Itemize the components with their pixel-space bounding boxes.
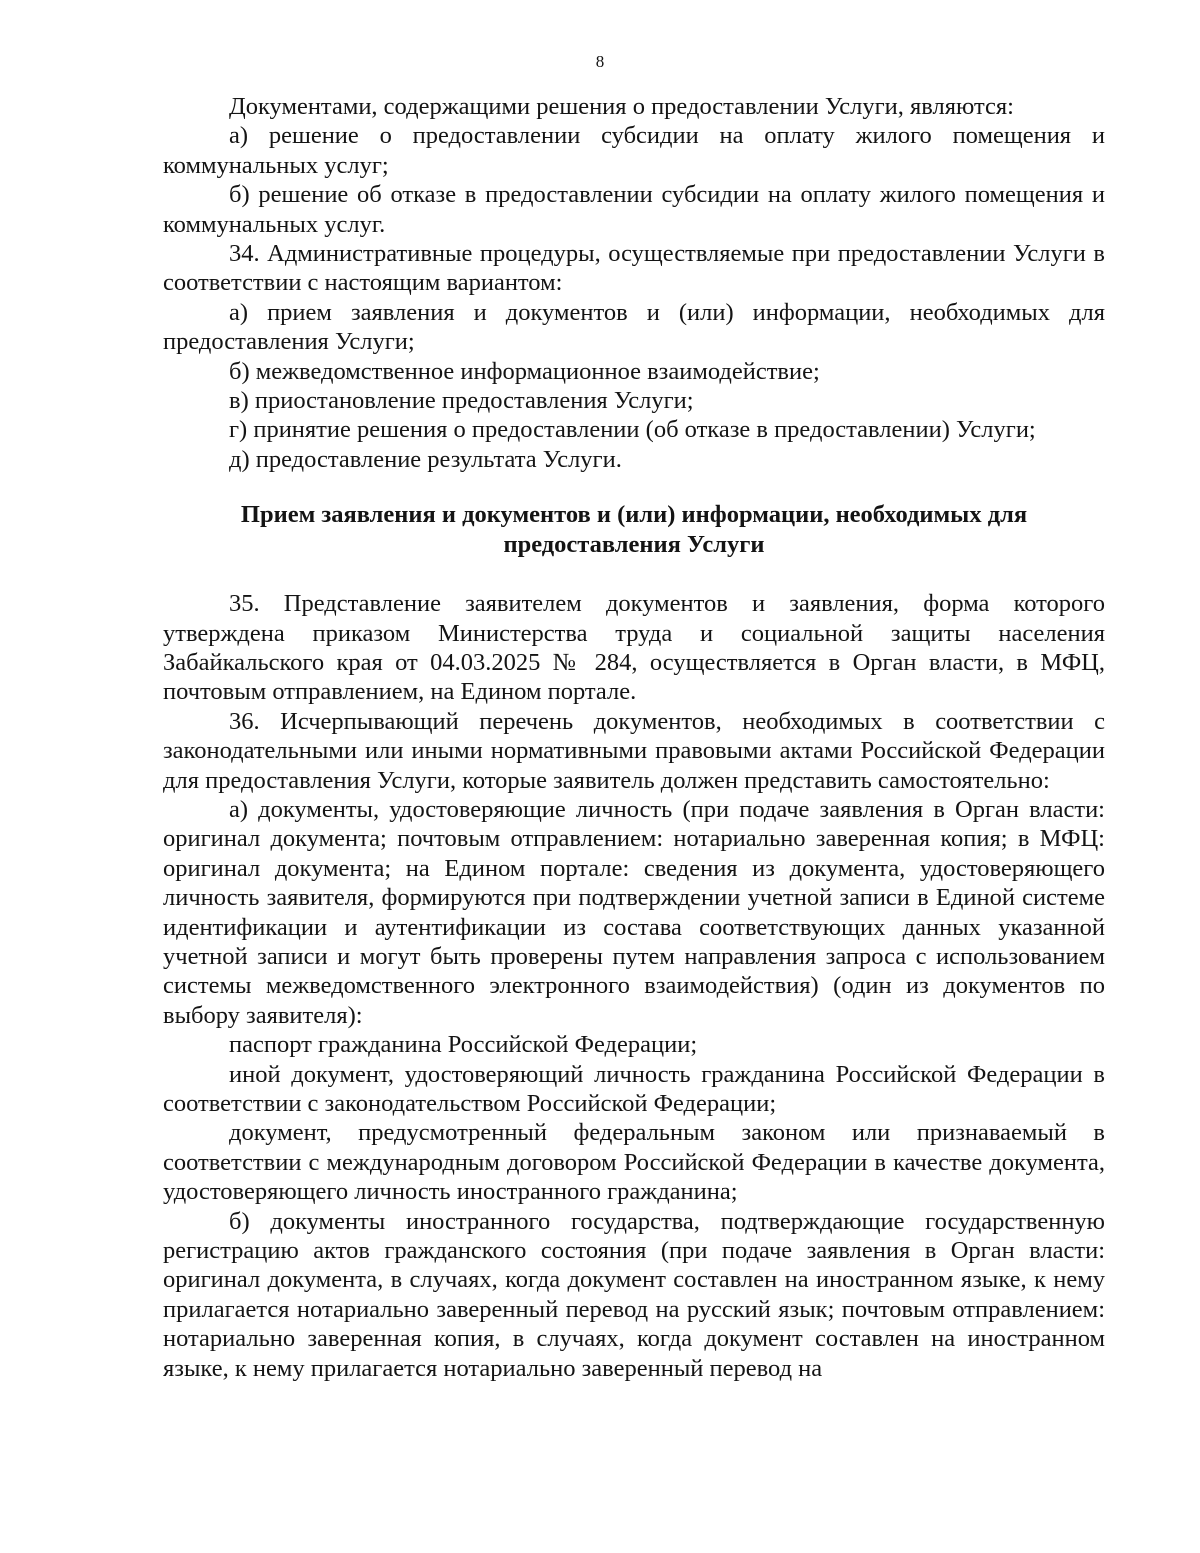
page-number: 8 xyxy=(595,52,605,71)
document-subitem-other-id: иной документ, удостоверяющий личность гражданина Российской Федерации в соответствии с законодательством Российской Федерации; xyxy=(163,1060,1105,1117)
paragraph-36: 36. Исчерпывающий перечень документов, необходимых в соответствии с законодательными или иными нормативными правовыми актами Российской Федерации для предоставления Услуги, которые заявитель должен представить самостоятельно: xyxy=(163,707,1105,794)
procedure-item-e: д) предоставление результата Услуги. xyxy=(229,445,622,473)
document-item-b: б) документы иностранного государства, подтверждающие государственную регистрацию актов гражданского состояния (при подаче заявления в Орган власти: оригинал документа, в случаях, когда документ составлен на иностранном языке, к нему прилагается нотариально заверенный перевод на русский язык; почтовым отправлением: нотариально заверенная копия, в случаях, когда документ составлен на иностранном языке, к нему прилагается нотариально заверенный перевод на xyxy=(163,1207,1105,1382)
document-item-a: а) документы, удостоверяющие личность (при подаче заявления в Орган власти: оригинал документа; почтовым отправлением: нотариально заверенная копия; в МФЦ: оригинал документа; на Едином портале: сведения из документа, удостоверяющего личность заявителя, формируются при подтверждении учетной записи в Единой системе идентификации и аутентификации из состава соответствующих данных указанной учетной записи и могут быть проверены путем направления запроса с использованием системы межведомственного электронного взаимодействия) (один из документов по выбору заявителя): xyxy=(163,795,1105,1029)
list-item-b: б) решение об отказе в предоставлении субсидии на оплату жилого помещения и коммунальных услуг. xyxy=(163,181,1105,238)
procedure-item-a: а) прием заявления и документов и (или) информации, необходимых для предоставления Услуги; xyxy=(163,298,1105,356)
paragraph-34: 34. Административные процедуры, осуществляемые при предоставлении Услуги в соответствии с настоящим вариантом: xyxy=(163,240,1105,297)
document-subitem-passport: паспорт гражданина Российской Федерации; xyxy=(229,1031,698,1059)
procedure-item-b: б) межведомственное информационное взаимодействие; xyxy=(229,357,820,385)
procedure-item-d: г) принятие решения о предоставлении (об отказе в предоставлении) Услуги; xyxy=(229,416,1036,444)
list-item-a: а) решение о предоставлении субсидии на оплату жилого помещения и коммунальных услуг; xyxy=(163,122,1105,179)
procedure-item-c: в) приостановление предоставления Услуги; xyxy=(229,387,694,415)
section-heading: Прием заявления и документов и (или) информации, необходимых для предоставления Услуги xyxy=(240,501,1028,558)
page-body xyxy=(163,92,1105,1383)
paragraph-35: 35. Представление заявителем документов и заявления, форма которого утверждена приказом Министерства труда и социальной защиты населения Забайкальского края от 04.03.2025 № 284, осуществляется в Орган власти, в МФЦ, почтовым отправлением, на Едином портале. xyxy=(163,590,1105,706)
paragraph-intro: Документами, содержащими решения о предоставлении Услуги, являются: xyxy=(229,93,1014,120)
document-subitem-foreign-id: документ, предусмотренный федеральным законом или признаваемый в соответствии с международным договором Российской Федерации в качестве документа, удостоверяющего личность иностранного гражданина; xyxy=(163,1119,1105,1206)
